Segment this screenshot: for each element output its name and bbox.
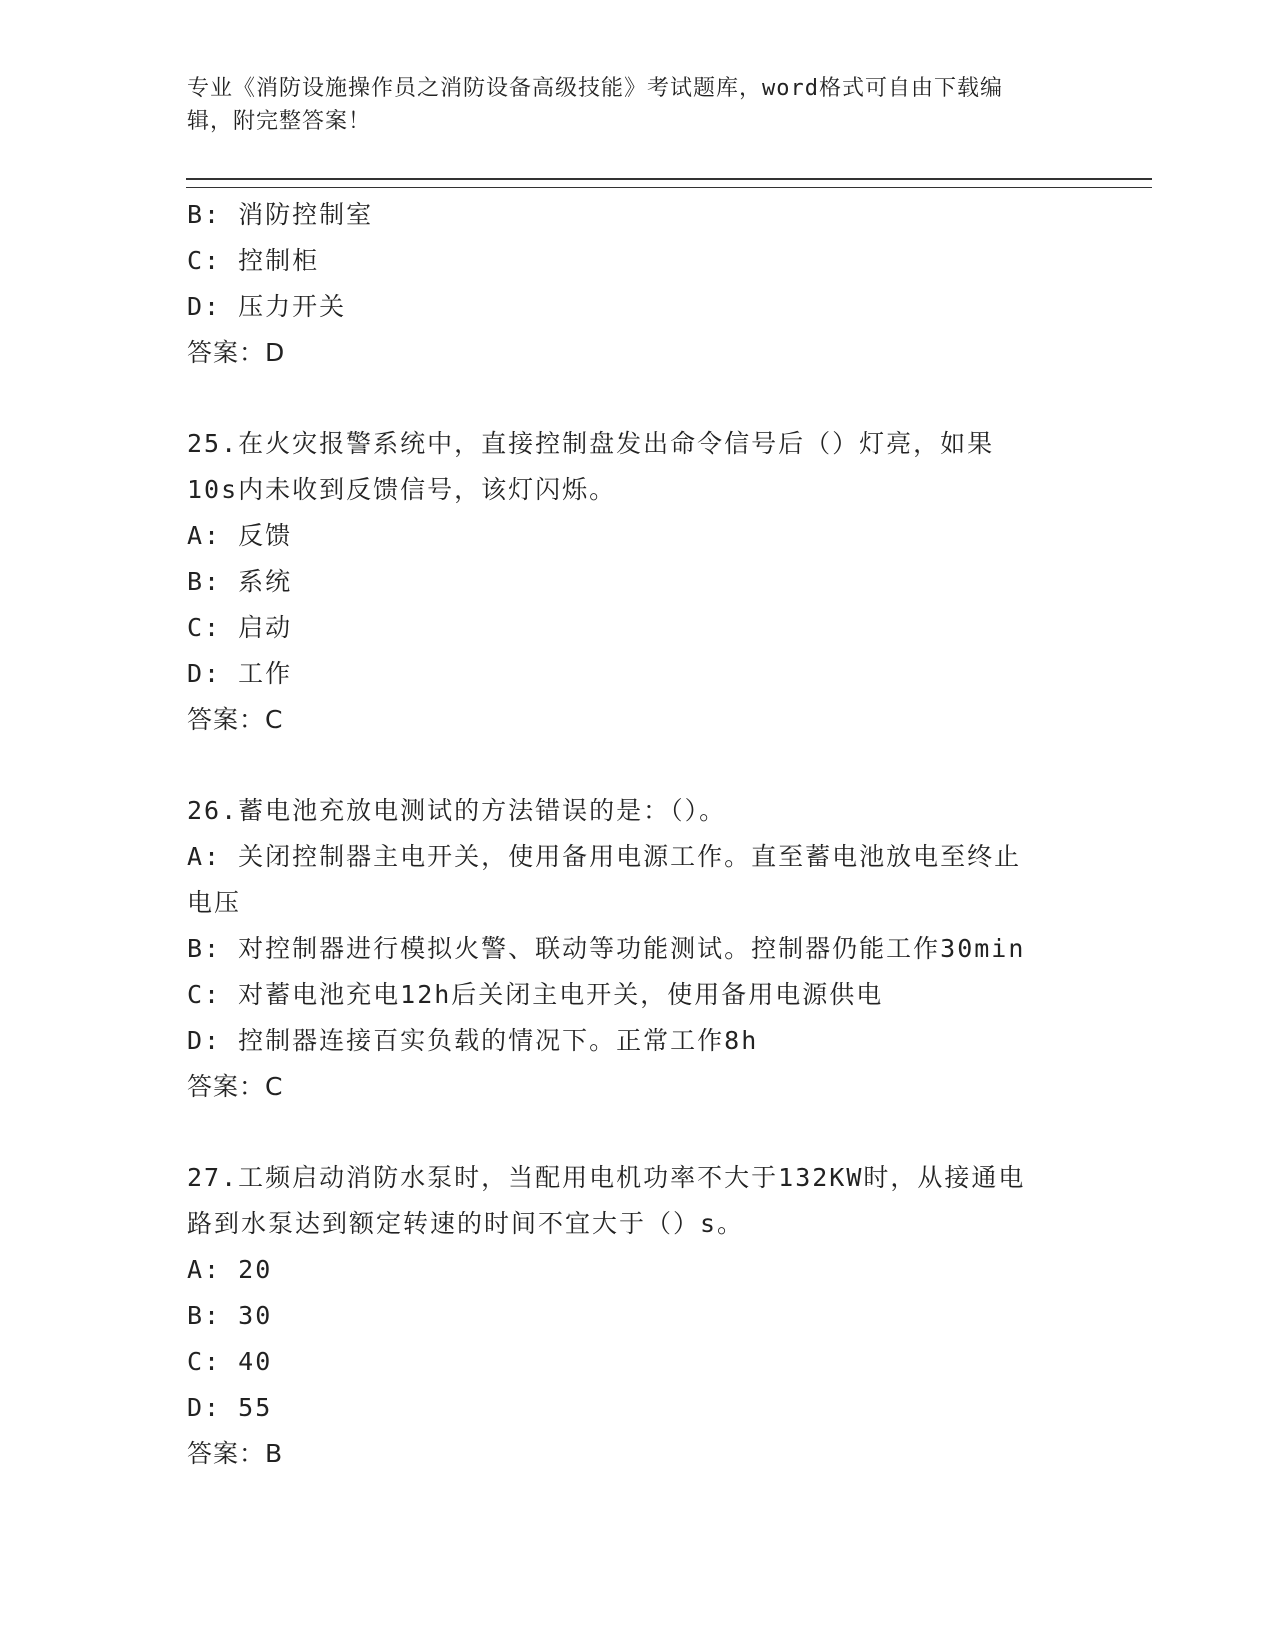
answer-line: 答案：B xyxy=(187,1439,284,1468)
option-c: C: 控制柜 xyxy=(187,246,320,275)
answer-line: 答案：C xyxy=(187,705,284,734)
option-a: A: 反馈 xyxy=(187,521,293,550)
answer-line: 答案：C xyxy=(187,1072,284,1101)
question-27 xyxy=(187,1155,1147,1477)
option-b: B: 系统 xyxy=(187,567,293,596)
option-a: A: 关闭控制器主电开关，使用备用电源工作。直至蓄电池放电至终止 xyxy=(187,842,1022,871)
option-b: B: 消防控制室 xyxy=(187,200,374,229)
option-b: B: 30 xyxy=(187,1301,273,1330)
question-stem: 27.工频启动消防水泵时，当配用电机功率不大于132KW时，从接通电 xyxy=(187,1163,1026,1192)
question-25 xyxy=(187,421,1147,743)
header-line-2: 辑，附完整答案！ xyxy=(187,109,372,134)
answer-line: 答案：D xyxy=(187,338,286,367)
continued-question xyxy=(187,192,1147,376)
document-page xyxy=(187,72,1147,1477)
header-line-1: 专业《消防设施操作员之消防设备高级技能》考试题库，word格式可自由下载编 xyxy=(187,76,1003,101)
option-d: D: 压力开关 xyxy=(187,292,347,321)
question-stem: 26.蓄电池充放电测试的方法错误的是：（）。 xyxy=(187,796,727,825)
option-a: A: 20 xyxy=(187,1255,273,1284)
question-stem: 10s内未收到反馈信号，该灯闪烁。 xyxy=(187,475,617,504)
option-d: D: 55 xyxy=(187,1393,273,1422)
option-b: B: 对控制器进行模拟火警、联动等功能测试。控制器仍能工作30min xyxy=(187,934,1026,963)
option-c: C: 对蓄电池充电12h后关闭主电开关，使用备用电源供电 xyxy=(187,980,884,1009)
question-stem: 25.在火灾报警系统中，直接控制盘发出命令信号后（）灯亮，如果 xyxy=(187,429,995,458)
header-divider xyxy=(186,178,1152,188)
option-c: C: 40 xyxy=(187,1347,273,1376)
question-stem: 路到水泵达到额定转速的时间不宜大于（）s。 xyxy=(187,1209,745,1238)
option-c: C: 启动 xyxy=(187,613,293,642)
option-a-continued: 电压 xyxy=(187,888,242,917)
question-26 xyxy=(187,788,1147,1110)
option-d: D: 工作 xyxy=(187,659,293,688)
option-d: D: 控制器连接百实负载的情况下。正常工作8h xyxy=(187,1026,759,1055)
